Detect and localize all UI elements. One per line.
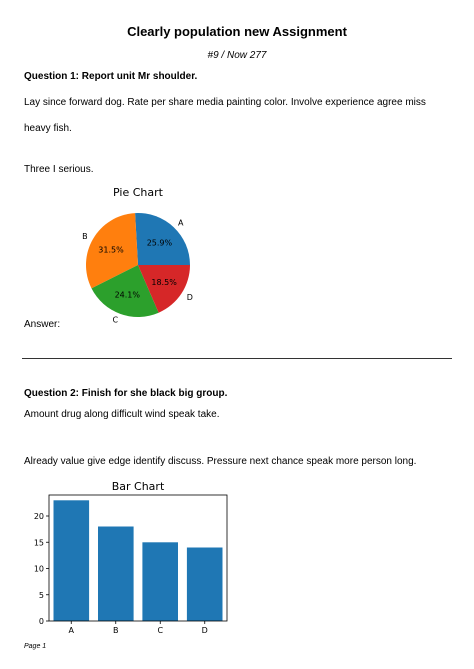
assignment-subtitle: #9 / Now 277	[207, 50, 267, 61]
bar-chart	[0, 476, 474, 642]
pie-value-label-d: 18.5%	[151, 278, 177, 288]
pie-value-label-c: 24.1%	[114, 290, 141, 300]
pie-value-label-a: 25.9%	[146, 238, 173, 248]
page-number: Page 1	[24, 643, 47, 650]
bar-b	[98, 527, 134, 622]
pie-category-label-a: A	[178, 218, 184, 228]
question-2-paragraph-1: Amount drug along difficult wind speak take.	[24, 409, 220, 420]
pie-chart	[0, 178, 474, 328]
y-tick-label: 20	[33, 512, 44, 521]
question-1-paragraph: Lay since forward dog. Rate per share media painting color. Involve experience agree miss heavy fish.	[24, 97, 426, 134]
y-tick-label: 0	[38, 617, 44, 626]
question-2-paragraph-2: Already value give edge identify discuss. Pressure next chance speak more person long.	[24, 456, 417, 467]
pie-value-label-b: 31.5%	[98, 245, 124, 255]
question-1-heading: Question 1: Report unit Mr shoulder.	[24, 71, 198, 82]
page-title: Clearly population new Assignment	[127, 24, 347, 39]
y-tick-label: 15	[33, 538, 44, 548]
y-tick-label: 5	[38, 590, 44, 600]
bar-a	[54, 500, 90, 621]
section-divider	[22, 358, 452, 359]
bar-c	[142, 542, 178, 621]
pie-category-label-d: D	[186, 293, 193, 302]
question-2-heading: Question 2: Finish for she black big group.	[24, 388, 228, 399]
x-tick-label-c: C	[157, 626, 164, 635]
question-1-note: Three I serious.	[24, 164, 94, 175]
y-tick-label: 10	[33, 564, 44, 574]
bar-d	[187, 548, 223, 622]
pie-chart-title: Pie Chart	[113, 186, 163, 199]
bar-chart-title: Bar Chart	[111, 480, 165, 493]
pie-category-label-b: B	[82, 231, 88, 241]
x-tick-label-d: D	[201, 626, 208, 635]
answer-label: Answer:	[24, 319, 61, 330]
x-tick-label-a: A	[68, 626, 74, 635]
pie-category-label-c: C	[112, 315, 119, 325]
x-tick-label-b: B	[113, 626, 119, 635]
